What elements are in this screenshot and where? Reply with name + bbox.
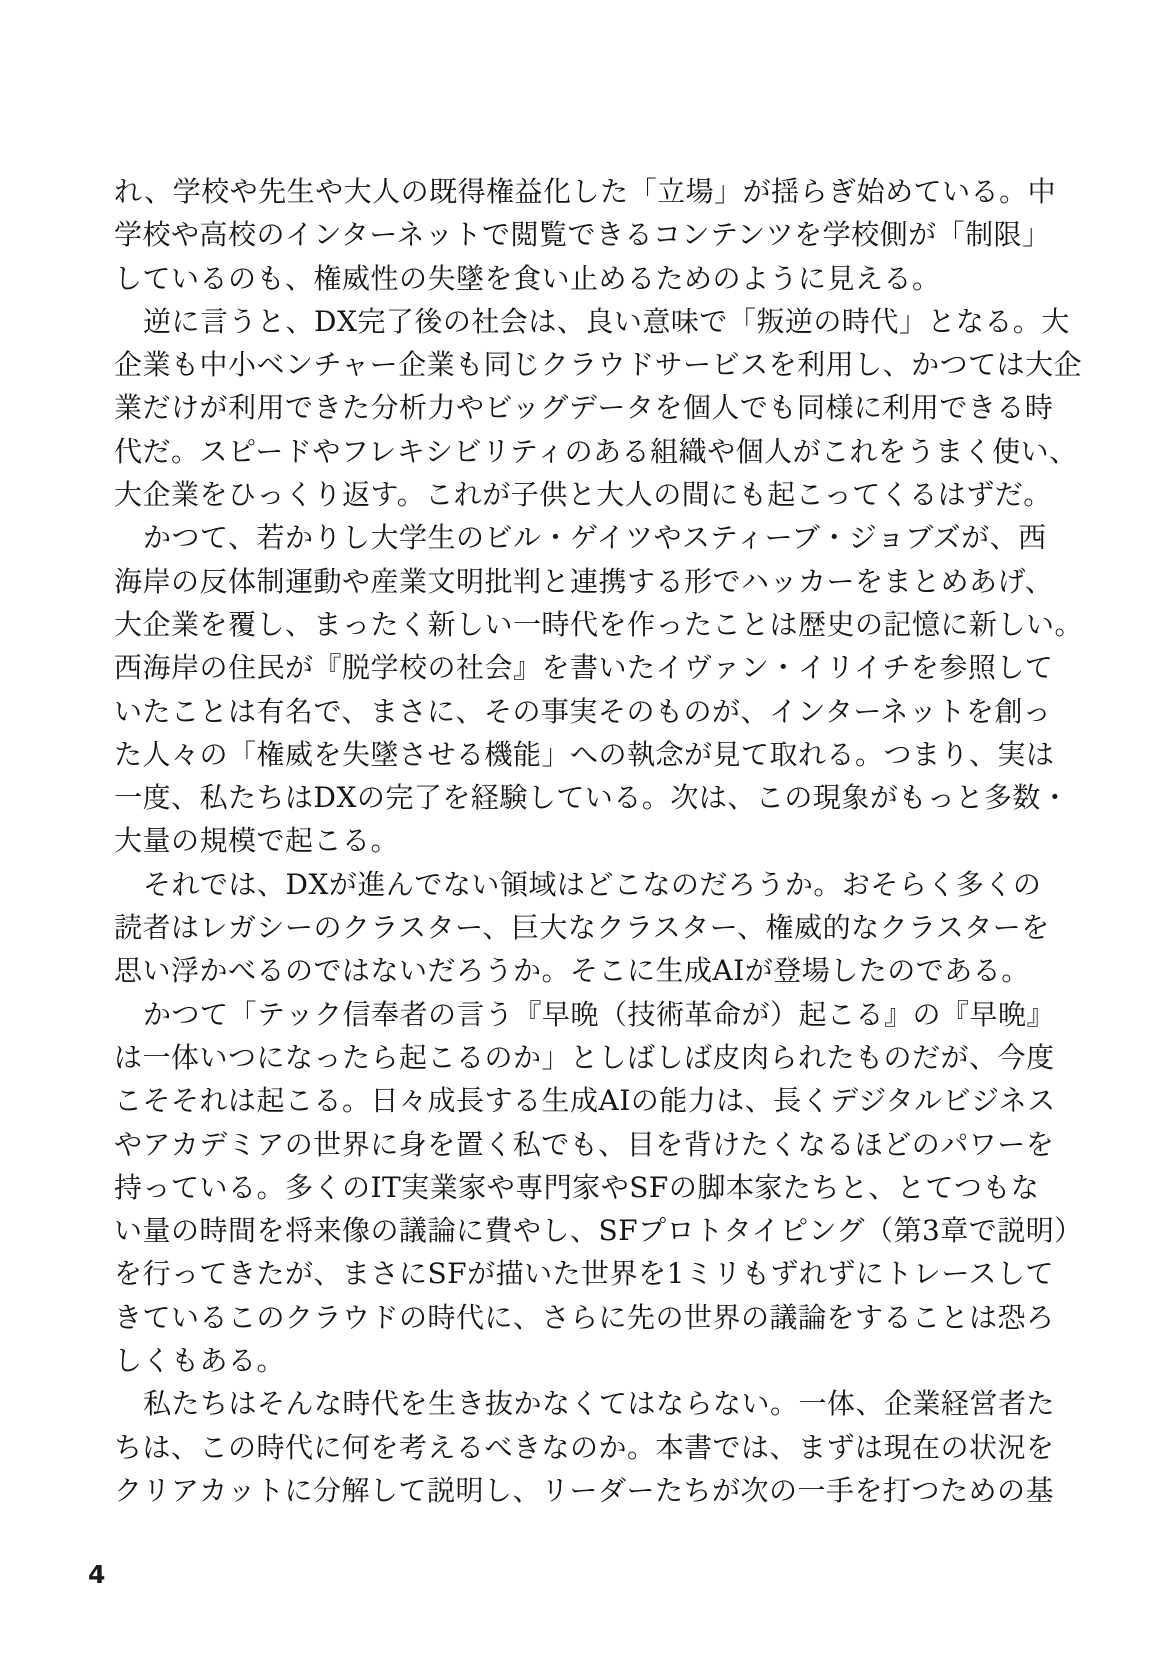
text-line: かつて「テック信奉者の言う『早晩（技術革命が）起こる』の『早晩』 [143,997,1056,1031]
text-line: 読者はレガシーのクラスター、巨大なクラスター、権威的なクラスターを [114,911,1050,945]
text-line: 逆に言うと、DX完了後の社会は、良い意味で「叛逆の時代」となる。大 [143,304,1070,338]
text-line: クリアカットに分解して説明し、リーダーたちが次の一手を打つための基 [114,1473,1054,1507]
text-line: やアカデミアの世界に身を置く私でも、目を背けたくなるほどのパワーを [114,1127,1055,1161]
text-line: しくもある。 [114,1344,286,1378]
text-line: 業だけが利用できた分析力やビッグデータを個人でも同様に利用できる時 [114,391,1054,425]
text-line: かつて、若かりし大学生のビル・ゲイツやスティーブ・ジョブズが、西 [143,521,1047,555]
body-text-block [114,170,1084,1512]
text-line: 代だ。スピードやフレキシビリティのある組織や個人がこれをうまく使い、 [114,434,1078,468]
text-line: 大企業を覆し、まったく新しい一時代を作ったことは歴史の記憶に新しい。 [114,607,1084,641]
text-line: れ、学校や先生や大人の既得権益化した「立場」が揺らぎ始めている。中 [114,175,1057,208]
text-line: い量の時間を将来像の議論に費やし、SFプロトタイピング（第3章で説明） [114,1214,1083,1248]
text-line: 私たちはそんな時代を生き抜かなくてはならない。一体、企業経営者た [143,1387,1056,1421]
text-line: 持っている。多くのIT実業家や専門家やSFの脚本家たちと、とてつもな [114,1170,1040,1204]
text-line: は一体いつになったら起こるのか」としばしば皮肉られたものだが、今度 [114,1040,1055,1074]
text-line: いたことは有名で、まさに、その事実そのものが、インターネットを創っ [114,694,1052,728]
text-line: を行ってきたが、まさにSFが描いた世界を1ミリもずれずにトレースして [114,1257,1055,1291]
text-line: 思い浮かべるのではないだろうか。そこに生成AIが登場したのである。 [114,954,1030,988]
text-line: 海岸の反体制運動や産業文明批判と連携する形でハッカーをまとめあげ、 [114,564,1054,598]
text-line: 一度、私たちはDXの完了を経験している。次は、この現象がもっと多数・ [114,781,1070,815]
text-line: しているのも、権威性の失墜を食い止めるためのように見える。 [114,261,941,295]
page-number: 4 [88,1560,106,1589]
text-line: 西海岸の住民が『脱学校の社会』を書いたイヴァン・イリイチを参照して [114,651,1054,685]
text-line: た人々の「権威を失墜させる機能」への執念が見て取れる。つまり、実は [114,737,1055,771]
text-line: 大企業をひっくり返す。これが子供と大人の間にも起こってくるはずだ。 [114,478,1052,512]
text-line: こそそれは起こる。日々成長する生成AIの能力は、長くデジタルビジネス [114,1084,1056,1118]
text-line: 企業も中小ベンチャー企業も同じクラウドサービスを利用し、かつては大企 [114,348,1083,382]
text-line: きているこのクラウドの時代に、さらに先の世界の議論をすることは恐ろ [114,1300,1055,1334]
text-line: ちは、この時代に何を考えるべきなのか。本書では、まずは現在の状況を [114,1430,1055,1464]
text-line: 学校や高校のインターネットで閲覧できるコンテンツを学校側が「制限」 [114,218,1051,252]
text-line: それでは、DXが進んでない領域はどこなのだろうか。おそらく多くの [143,867,1042,901]
text-line: 大量の規模で起こる。 [114,824,400,858]
